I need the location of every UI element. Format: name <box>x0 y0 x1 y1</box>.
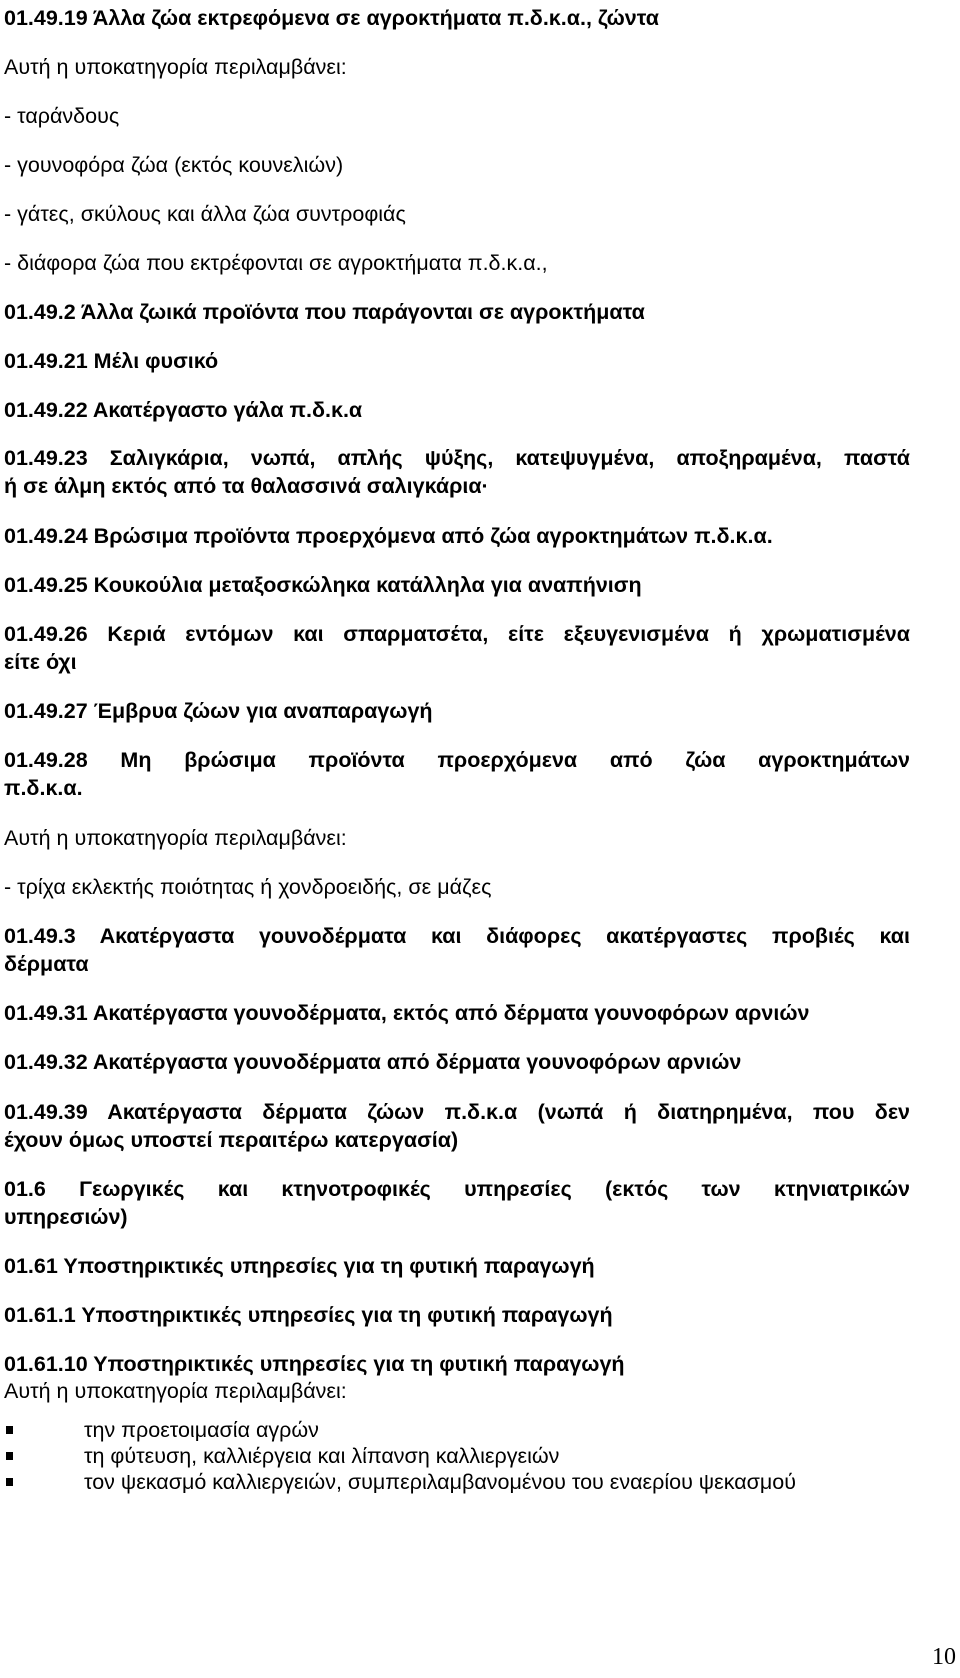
heading-01-49-28: 01.49.28 Μη βρώσιμα προϊόντα προερχόμενα από ζώα αγροκτημάτων <box>4 748 910 772</box>
heading-01-49-26-cont: είτε όχι <box>4 650 77 674</box>
bullet-square-icon <box>6 1478 13 1486</box>
heading-01-49-32: 01.49.32 Ακατέργαστα γουνοδέρματα από δέρματα γουνοφόρων αρνιών <box>4 1050 742 1074</box>
heading-01-49-39-cont: έχουν όμως υποστεί περαιτέρω κατεργασία) <box>4 1128 459 1152</box>
heading-01-49-19: 01.49.19 Άλλα ζώα εκτρεφόμενα σε αγροκτήματα π.δ.κ.α., ζώντα <box>4 6 659 30</box>
list-item: - τρίχα εκλεκτής ποιότητας ή χονδροειδής, σε μάζες <box>4 875 492 899</box>
list-item: - διάφορα ζώα που εκτρέφονται σε αγροκτήματα π.δ.κ.α., <box>4 251 548 275</box>
heading-01-61-1: 01.61.1 Υποστηρικτικές υπηρεσίες για τη φυτική παραγωγή <box>4 1303 613 1327</box>
list-item: - ταράνδους <box>4 104 120 128</box>
bullet-square-icon <box>6 1426 13 1434</box>
list-item: - γουνοφόρα ζώα (εκτός κουνελιών) <box>4 153 344 177</box>
heading-01-49-23-cont: ή σε άλμη εκτός από τα θαλασσινά σαλιγκάρια· <box>4 474 489 498</box>
heading-01-61: 01.61 Υποστηρικτικές υπηρεσίες για τη φυτική παραγωγή <box>4 1254 595 1278</box>
bullet-square-icon <box>6 1452 13 1460</box>
heading-01-6-cont: υπηρεσιών) <box>4 1205 128 1229</box>
heading-01-49-39: 01.49.39 Ακατέργαστα δέρματα ζώων π.δ.κ.α (νωπά ή διατηρημένα, που δεν <box>4 1100 910 1124</box>
page-number: 10 <box>932 1644 956 1670</box>
list-item: - γάτες, σκύλους και άλλα ζώα συντροφιάς <box>4 202 406 226</box>
includes-label: Αυτή η υποκατηγορία περιλαμβάνει: <box>4 55 347 79</box>
heading-01-49-2: 01.49.2 Άλλα ζωικά προϊόντα που παράγονται σε αγροκτήματα <box>4 300 645 324</box>
bullet-item: την προετοιμασία αγρών <box>84 1418 319 1442</box>
heading-01-49-27: 01.49.27 Έμβρυα ζώων για αναπαραγωγή <box>4 699 433 723</box>
heading-01-49-3: 01.49.3 Ακατέργαστα γουνοδέρματα και διάφορες ακατέργαστες προβιές και <box>4 924 910 948</box>
bullet-item: τον ψεκασμό καλλιεργειών, συμπεριλαμβανομένου του εναερίου ψεκασμού <box>84 1470 797 1494</box>
bullet-item: τη φύτευση, καλλιέργεια και λίπανση καλλιεργειών <box>84 1444 560 1468</box>
heading-01-49-26: 01.49.26 Κεριά εντόμων και σπαρματσέτα, είτε εξευγενισμένα ή χρωματισμένα <box>4 622 910 646</box>
heading-01-49-23: 01.49.23 Σαλιγκάρια, νωπά, απλής ψύξης, κατεψυγμένα, αποξηραμένα, παστά <box>4 446 910 470</box>
includes-label: Αυτή η υποκατηγορία περιλαμβάνει: <box>4 1379 347 1403</box>
includes-label: Αυτή η υποκατηγορία περιλαμβάνει: <box>4 826 347 850</box>
heading-01-49-22: 01.49.22 Ακατέργαστο γάλα π.δ.κ.α <box>4 398 363 422</box>
heading-01-49-21: 01.49.21 Μέλι φυσικό <box>4 349 219 373</box>
heading-01-61-10: 01.61.10 Υποστηρικτικές υπηρεσίες για τη φυτική παραγωγή <box>4 1352 625 1376</box>
heading-01-49-25: 01.49.25 Κουκούλια μεταξοσκώληκα κατάλληλα για αναπήνιση <box>4 573 642 597</box>
heading-01-49-24: 01.49.24 Βρώσιμα προϊόντα προερχόμενα από ζώα αγροκτημάτων π.δ.κ.α. <box>4 524 773 548</box>
heading-01-49-28-cont: π.δ.κ.α. <box>4 776 83 800</box>
heading-01-6: 01.6 Γεωργικές και κτηνοτροφικές υπηρεσίες (εκτός των κτηνιατρικών <box>4 1177 910 1201</box>
heading-01-49-31: 01.49.31 Ακατέργαστα γουνοδέρματα, εκτός από δέρματα γουνοφόρων αρνιών <box>4 1001 810 1025</box>
heading-01-49-3-cont: δέρματα <box>4 952 89 976</box>
